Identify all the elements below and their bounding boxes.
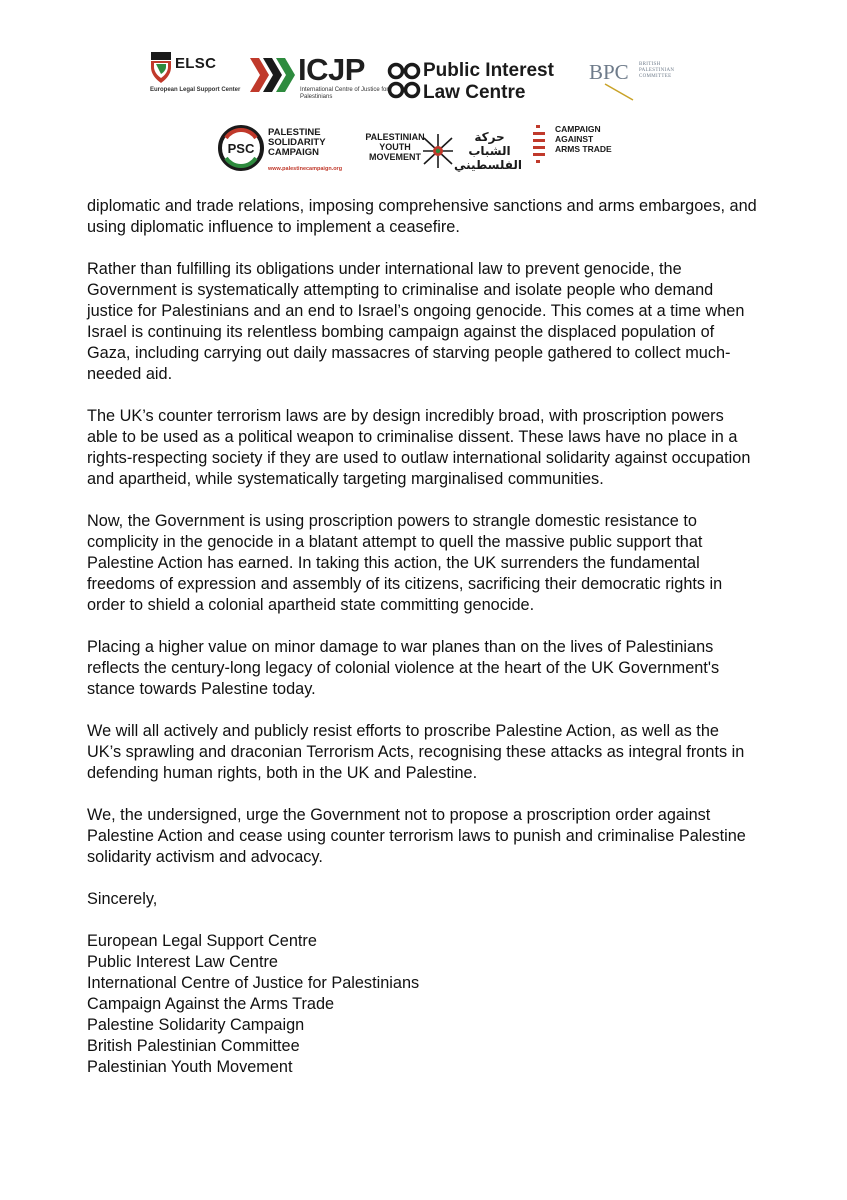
paragraph: Now, the Government is using proscription powers to strangle domestic resistance to complicity in the genocide in a blatant attempt to quell the massive public support that Palestine Action has earned. In taking this action, the UK surrenders the fundamental freedoms of expression and assembly of its citizens, sacrificing their democratic rights in order to shield a colonial apartheid state committing genocide. xyxy=(87,512,723,614)
icjp-abbreviation: ICJP xyxy=(298,52,365,87)
pilc-logo xyxy=(387,58,572,104)
bpc-logo xyxy=(575,52,685,102)
bpc-abbreviation: BPC xyxy=(589,60,629,84)
paragraph: Placing a higher value on minor damage to war planes than on the lives of Palestinians reflects the century-long legacy of colonial violence at the heart of the UK Government's stance towards Palestine today. xyxy=(87,638,720,698)
paragraph: Rather than fulfilling its obligations under international law to prevent genocide, the Government is systematically attempting to criminalise and isolate people who demand justice for Palestinians and an end to Israel’s ongoing genocide. This comes at a time when Israel is continuing its relentless bombing campaign against the displaced population of Gaza, including carrying out daily massacres of starving people gathered to collect much-needed aid. xyxy=(87,260,745,383)
icjp-logo xyxy=(250,52,389,102)
closing: Sincerely, xyxy=(87,890,158,908)
paragraph: We will all actively and publicly resist efforts to proscribe Palestine Action, as well as the UK’s sprawling and draconian Terrorism Acts, recognising these attacks as integral fronts in defending human rights, both in the UK and Palestine. xyxy=(87,722,745,782)
pym-name: PALESTINIAN YOUTH MOVEMENT xyxy=(365,132,425,162)
bpc-full-name: BRITISH PALESTINIAN COMMITTEE xyxy=(639,62,675,79)
letter-body xyxy=(87,196,757,1078)
paragraph: diplomatic and trade relations, imposing comprehensive sanctions and arms embargoes, and using diplomatic influence to implement a ceasefire. xyxy=(87,197,757,236)
elsc-logo xyxy=(150,50,250,98)
pilc-name-line1: Public Interest xyxy=(423,60,554,81)
paragraph: The UK’s counter terrorism laws are by design incredibly broad, with proscription powers able to be used as a political weapon to criminalise dissent. These laws have no place in a rights-respecting society if they are used to outlaw international solidarity against occupation and apartheid, while systematically targeting marginalised communities. xyxy=(87,407,751,488)
caat-bars-icon xyxy=(533,124,551,164)
psc-logo xyxy=(218,125,363,175)
caat-logo xyxy=(533,124,613,169)
caat-name: CAMPAIGN AGAINST ARMS TRADE xyxy=(555,124,612,154)
signatory: International Centre of Justice for Palestinians xyxy=(87,974,420,992)
pym-arabic-name: حركة الشباب الفلسطيني xyxy=(454,130,522,172)
icjp-chevron-icon xyxy=(250,58,296,92)
elsc-abbreviation: ELSC xyxy=(175,55,217,72)
psc-name: PALESTINE SOLIDARITY CAMPAIGN xyxy=(268,127,326,158)
logo-strip xyxy=(0,0,847,185)
psc-abbreviation: PSC xyxy=(227,141,255,156)
elsc-shield-icon xyxy=(150,50,172,84)
signatory: Public Interest Law Centre xyxy=(87,953,278,971)
pilc-name-line2: Law Centre xyxy=(423,82,526,103)
signatory-list xyxy=(87,931,757,1078)
signatory: British Palestinian Committee xyxy=(87,1037,300,1055)
pym-star-icon xyxy=(420,130,456,172)
psc-circle-icon xyxy=(218,125,264,171)
paragraph: We, the undersigned, urge the Government not to propose a proscription order against Palestine Action and cease using counter terrorism laws to punish and criminalise Palestine solidarity activism and advocacy. xyxy=(87,806,746,866)
pym-logo xyxy=(365,130,525,175)
signatory: Campaign Against the Arms Trade xyxy=(87,995,335,1013)
signatory: Palestinian Youth Movement xyxy=(87,1058,293,1076)
psc-url: www.palestinecampaign.org xyxy=(268,166,343,172)
signatory: Palestine Solidarity Campaign xyxy=(87,1016,305,1034)
icjp-full-name: International Centre of Justice for Palestinians xyxy=(300,87,389,100)
pilc-rings-icon xyxy=(387,62,421,100)
signatory: European Legal Support Centre xyxy=(87,932,317,950)
elsc-full-name: European Legal Support Center xyxy=(150,87,241,93)
